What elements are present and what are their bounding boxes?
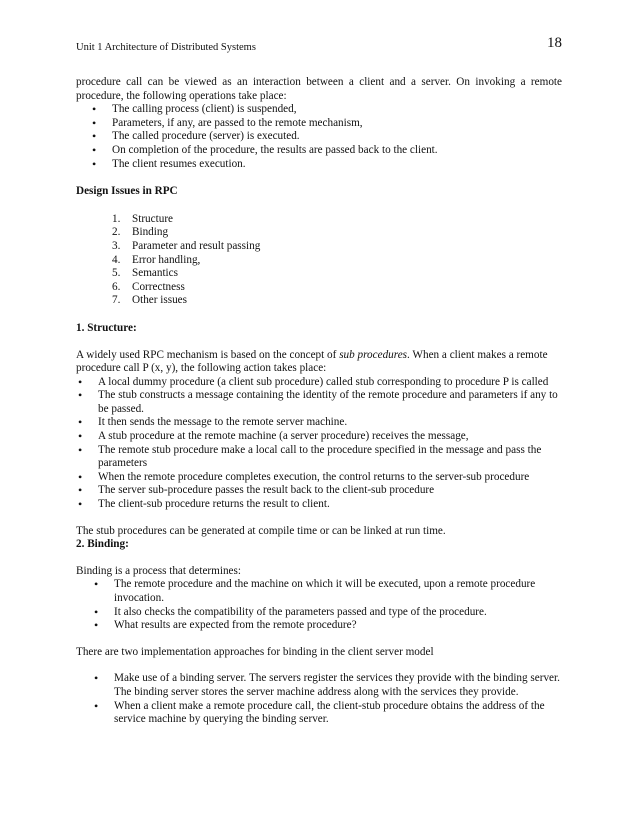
list-text: Structure: [132, 212, 174, 225]
structure-text-start: A widely used RPC mechanism is based on the concept of: [76, 348, 340, 361]
list-item: [76, 213, 562, 227]
list-item: • The remote procedure and the machine on which it will be executed, upon a remote procedure invocation.: [76, 578, 562, 605]
list-text: Correctness: [132, 280, 185, 293]
list-item: • Make use of a binding server. The servers register the services they provide with the binding server. The binding server stores the server machine address along with the services they provide.: [76, 672, 562, 699]
list-number: 7.: [112, 294, 121, 307]
section-heading-design-issues: Design Issues in RPC: [76, 185, 178, 198]
design-issues-list: [76, 213, 562, 308]
list-item: • The calling process (client) is suspended,: [76, 103, 562, 117]
list-item: • The remote stub procedure make a local call to the procedure specified in the message and pass the parameters: [76, 444, 562, 471]
list-text: Error handling,: [132, 253, 201, 266]
list-number: 1.: [112, 212, 121, 225]
list-text: Parameter and result passing: [132, 239, 261, 252]
list-item: • It also checks the compatibility of the parameters passed and type of the procedure.: [76, 606, 562, 620]
list-item: • Parameters, if any, are passed to the remote mechanism,: [76, 117, 562, 131]
structure-bullet-list: [76, 376, 562, 512]
list-item: [76, 240, 562, 254]
structure-emphasis: sub procedures: [339, 348, 408, 361]
structure-closing: The stub procedures can be generated at compile time or can be linked at run time.: [76, 524, 446, 537]
list-text: Other issues: [132, 294, 187, 307]
structure-text-end: . When a client makes a remote procedure call P (x, y), the following action takes place:: [76, 348, 548, 375]
binding-approaches-list: [76, 672, 562, 726]
list-item: [76, 267, 562, 281]
page-content: [76, 76, 562, 727]
list-number: 3.: [112, 239, 121, 252]
list-item: • What results are expected from the remote procedure?: [76, 619, 562, 633]
structure-paragraph: [76, 349, 562, 376]
binding-bullet-list: [76, 578, 562, 632]
list-item: • The client-sub procedure returns the result to client.: [76, 498, 562, 512]
list-item: • The client resumes execution.: [76, 158, 562, 172]
list-number: 5.: [112, 267, 121, 280]
list-item: • A stub procedure at the remote machine (a server procedure) receives the message,: [76, 430, 562, 444]
list-item: • The server sub-procedure passes the result back to the client-sub procedure: [76, 484, 562, 498]
list-number: 2.: [112, 226, 121, 239]
list-item: • It then sends the message to the remote server machine.: [76, 416, 562, 430]
list-item: [76, 226, 562, 240]
intro-bullet-list: [76, 103, 562, 171]
section-heading-structure: 1. Structure:: [76, 321, 137, 334]
header-title: Unit 1 Architecture of Distributed Systems: [76, 42, 256, 53]
list-item: • The stub constructs a message containing the identity of the remote procedure and parameters if any to be passed.: [76, 389, 562, 416]
intro-paragraph: procedure call can be viewed as an interaction between a client and a server. On invoking a remote procedure, the following operations take place:: [76, 76, 562, 102]
list-item: • When a client make a remote procedure call, the client-stub procedure obtains the address of the service machine by querying the binding server.: [76, 700, 562, 727]
list-item: • A local dummy procedure (a client sub procedure) called stub corresponding to procedure P is called: [76, 376, 562, 390]
list-number: 6.: [112, 280, 121, 293]
section-heading-binding: 2. Binding:: [76, 538, 129, 551]
list-item: • On completion of the procedure, the results are passed back to the client.: [76, 144, 562, 158]
list-item: • When the remote procedure completes execution, the control returns to the server-sub procedure: [76, 471, 562, 485]
list-text: Binding: [132, 226, 169, 239]
list-text: Semantics: [132, 267, 178, 280]
list-item: [76, 294, 562, 308]
list-item: • The called procedure (server) is executed.: [76, 130, 562, 144]
binding-intro: Binding is a process that determines:: [76, 564, 241, 577]
list-item: [76, 281, 562, 295]
binding-approaches-intro: There are two implementation approaches for binding in the client server model: [76, 645, 434, 658]
list-item: [76, 254, 562, 268]
page-number: 18: [547, 35, 562, 51]
list-number: 4.: [112, 253, 121, 266]
